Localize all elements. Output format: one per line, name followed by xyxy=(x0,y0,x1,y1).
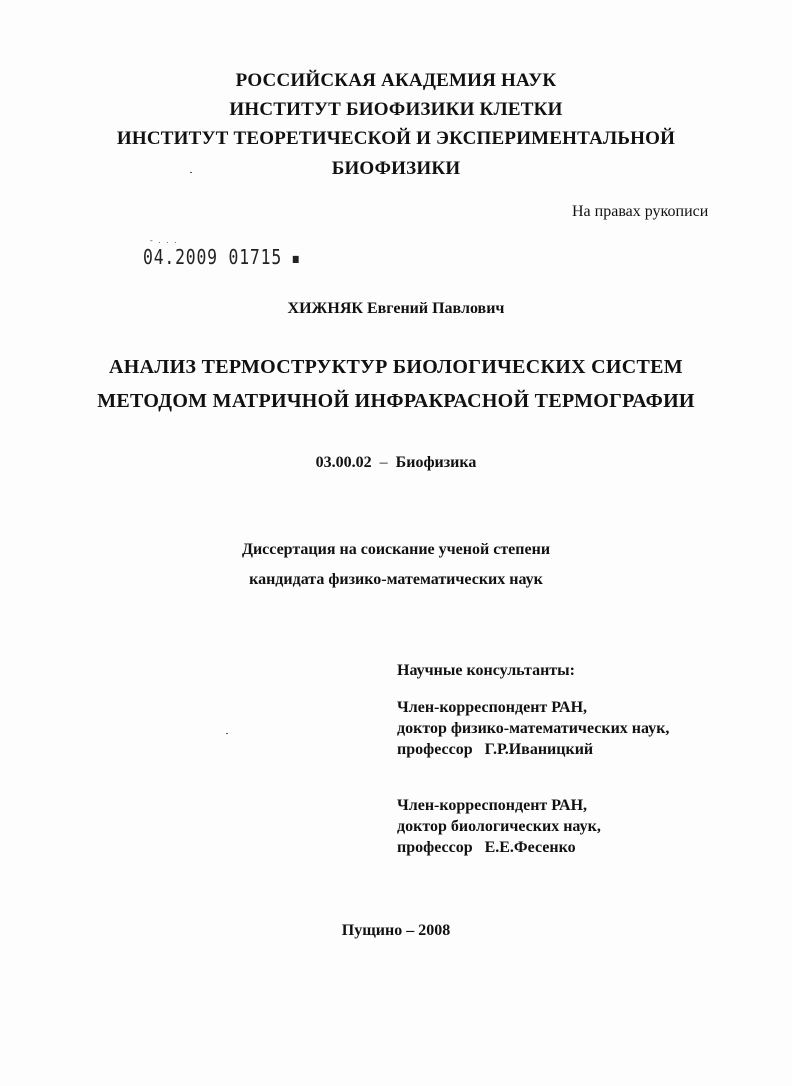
consultants-heading: Научные консультанты: xyxy=(397,662,575,679)
author-name xyxy=(0,300,792,318)
specialty-name: Биофизика xyxy=(395,454,477,471)
consultant-1 xyxy=(397,697,669,760)
consultant-2-name: профессор Е.Е.Фесенко xyxy=(397,839,576,856)
thesis-title-line1: АНАЛИЗ ТЕРМОСТРУКТУР БИОЛОГИЧЕСКИХ СИСТЕМ xyxy=(109,356,683,378)
institute-theoretical-line2: БИОФИЗИКИ xyxy=(331,158,461,179)
author-given-names: Евгений Павлович xyxy=(366,300,505,317)
author-surname: ХИЖНЯК xyxy=(287,300,363,317)
institute-biophysics-cell: ИНСТИТУТ БИОФИЗИКИ КЛЕТКИ xyxy=(229,99,563,120)
specialty-dash: – xyxy=(379,454,388,471)
consultant-1-name: профессор Г.Р.Иваницкий xyxy=(397,741,594,758)
consultant-1-rank: Член-корреспондент РАН, xyxy=(397,699,588,716)
dissertation-line2: кандидата физико-математических наук xyxy=(249,571,543,588)
thesis-title-line2: МЕТОДОМ МАТРИЧНОЙ ИНФРАКРАСНОЙ ТЕРМОГРАФИИ xyxy=(97,390,695,412)
scan-speck xyxy=(190,172,192,173)
institute-theoretical-line1: ИНСТИТУТ ТЕОРЕТИЧЕСКОЙ И ЭКСПЕРИМЕНТАЛЬНОЙ xyxy=(116,128,676,149)
consultant-2-degree: доктор биологических наук, xyxy=(397,818,601,835)
consultant-2-rank: Член-корреспондент РАН, xyxy=(397,797,588,814)
place-and-year: Пущино – 2008 xyxy=(341,922,451,939)
manuscript-rights-note: На правах рукописи xyxy=(572,203,709,220)
specialty-code: 03.00.02 xyxy=(315,454,372,471)
archive-stamp-number: 04.2009 01715 ■ xyxy=(143,245,300,269)
consultant-2 xyxy=(397,795,601,858)
specialty xyxy=(0,454,792,472)
scan-speck xyxy=(226,733,228,734)
consultant-1-degree: доктор физико-математических наук, xyxy=(397,720,670,737)
dissertation-line1: Диссертация на соискание ученой степени xyxy=(241,541,551,558)
academy-name: РОССИЙСКАЯ АКАДЕМИЯ НАУК xyxy=(235,70,557,91)
stamp-dots: - . . . xyxy=(150,236,179,245)
